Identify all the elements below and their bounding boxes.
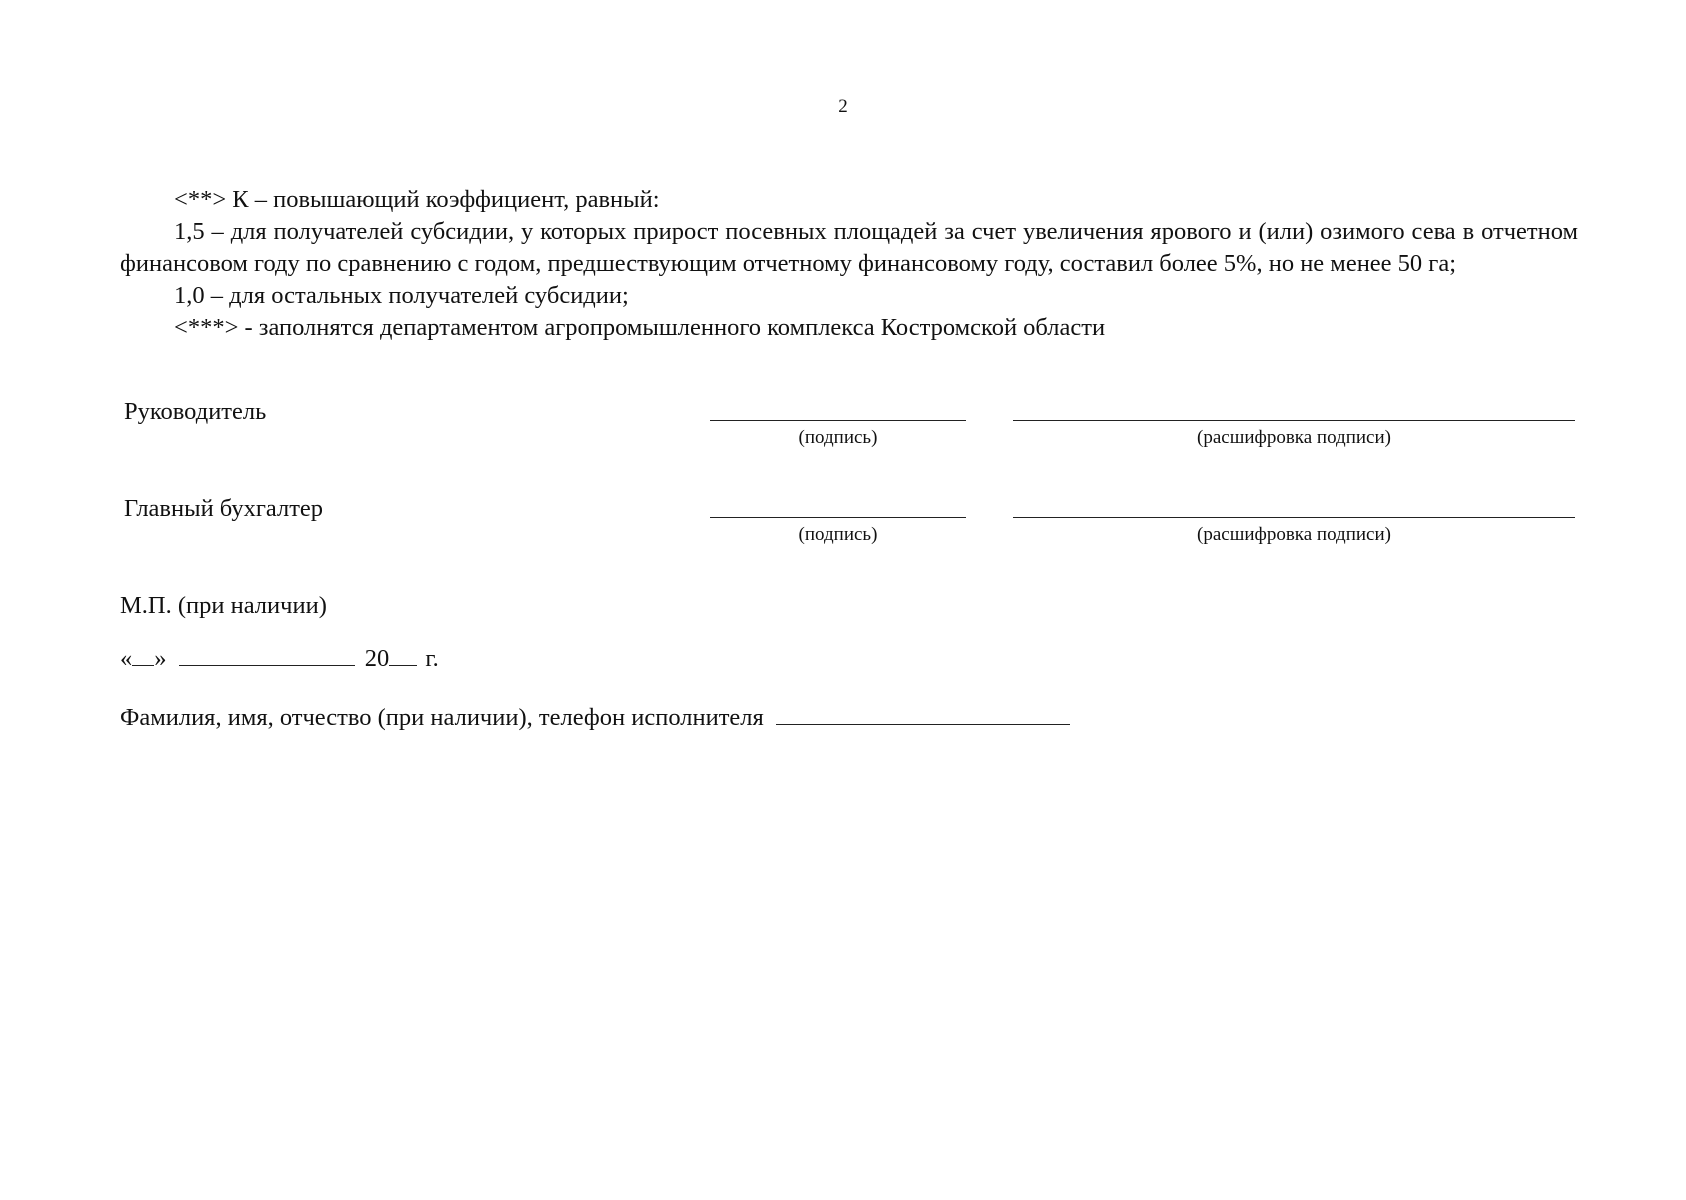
signature-line-accountant[interactable]	[710, 517, 966, 518]
signature-row-head	[0, 396, 1686, 466]
signature-caption-head: (подпись)	[798, 427, 878, 448]
executor-line	[120, 702, 1070, 734]
date-open-quote: «	[120, 645, 133, 672]
signature-decoding-line-head[interactable]	[1013, 420, 1575, 421]
date-close-quote: »	[154, 645, 167, 672]
signature-label-accountant: Главный бухгалтер	[124, 495, 324, 522]
date-year-blank[interactable]	[389, 645, 417, 666]
stamp-line: М.П. (при наличии)	[120, 592, 327, 619]
signature-decoding-caption-head: (расшифровка подписи)	[1197, 427, 1391, 448]
signature-decoding-line-accountant[interactable]	[1013, 517, 1575, 518]
date-year-suffix: г.	[425, 645, 439, 672]
page-number: 2	[838, 96, 848, 117]
footnote-filled-by-department: <***> - заполнятся департаментом агропромышленного комплекса Костромской области	[174, 314, 1106, 341]
signature-decoding-caption-accountant: (расшифровка подписи)	[1197, 524, 1391, 545]
executor-blank[interactable]	[776, 704, 1070, 725]
footnotes-block	[120, 184, 1578, 344]
footnote-coefficient: <**> К – повышающий коэффициент, равный:	[174, 186, 660, 213]
signature-row-accountant	[0, 493, 1686, 563]
signature-caption-accountant: (подпись)	[798, 524, 878, 545]
date-line	[120, 643, 439, 675]
footnote-coefficient-1-5: 1,5 – для получателей субсидии, у которых прирост посевных площадей за счет увеличения ярового и (или) озимого сева в отчетном финансовом году по сравнению с годом, предшествующим отчетному финансовому году, составил более 5%, но не менее 50 га;	[120, 218, 1578, 277]
footnote-coefficient-1-0: 1,0 – для остальных получателей субсидии;	[174, 282, 629, 309]
signature-line-head[interactable]	[710, 420, 966, 421]
date-month-blank[interactable]	[179, 645, 355, 666]
date-year-prefix: 20	[364, 645, 390, 672]
date-day-blank[interactable]	[132, 645, 154, 666]
signature-label-head: Руководитель	[124, 398, 267, 425]
executor-label: Фамилия, имя, отчество (при наличии), телефон исполнителя	[120, 704, 764, 731]
